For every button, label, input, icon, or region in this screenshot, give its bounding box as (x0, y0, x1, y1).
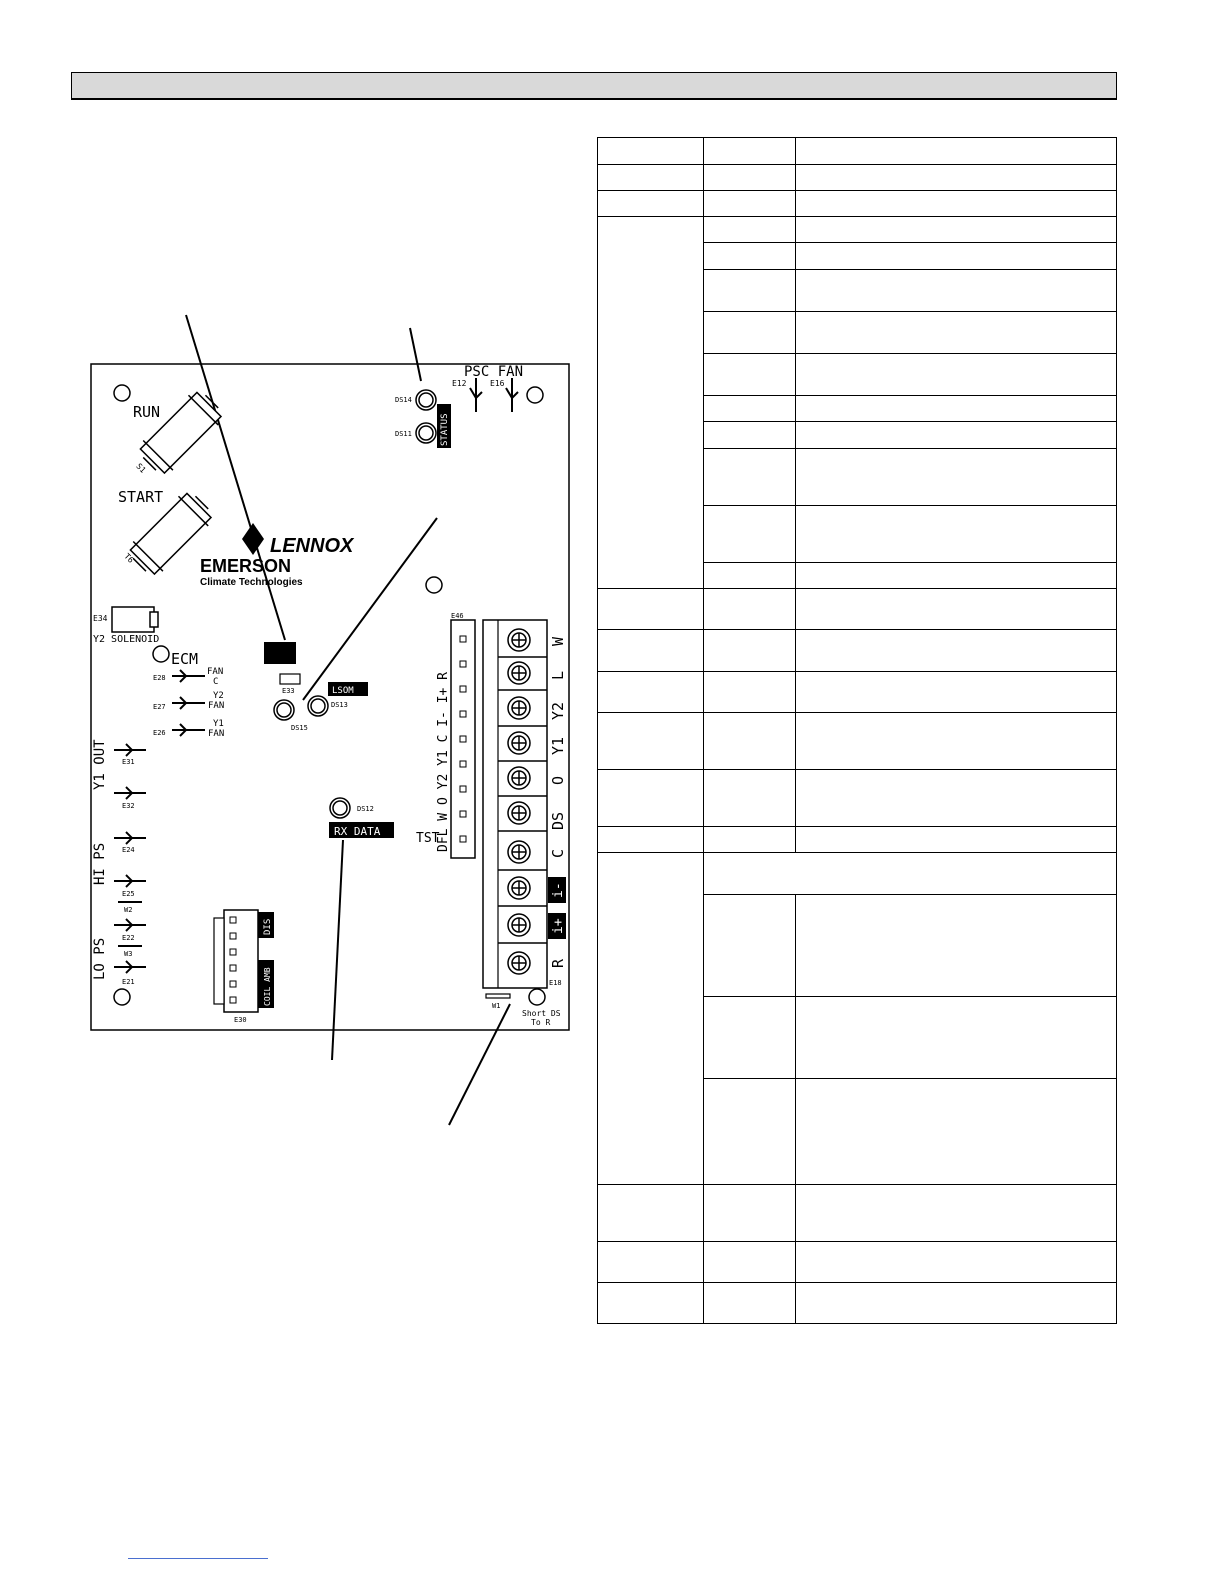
terminal-description-table (597, 137, 1117, 1324)
terminal-c: C (549, 848, 567, 858)
table-cell (598, 713, 704, 770)
table-cell (598, 853, 704, 1185)
table-cell (598, 630, 704, 672)
ecm-terminals (172, 670, 205, 736)
table-cell (598, 1185, 704, 1242)
table-cell (796, 1079, 1117, 1185)
table-cell (796, 449, 1117, 506)
e26-label: E26 (153, 729, 166, 737)
ds13-label: DS13 (331, 701, 348, 709)
table-cell (796, 630, 1117, 672)
table-cell (704, 270, 796, 312)
table-cell (796, 589, 1117, 630)
y1-fan-line2: FAN (208, 729, 225, 739)
table-cell (796, 895, 1117, 997)
e12-label: E12 (452, 379, 467, 388)
table-cell (598, 1283, 704, 1324)
table-cell (796, 506, 1117, 563)
table-cell (704, 589, 796, 630)
terminal-y1: Y1 (549, 736, 567, 755)
terminal-l: L (549, 670, 567, 680)
table-cell (598, 217, 704, 589)
y2-solenoid-tab (150, 612, 158, 627)
e21-label: E21 (122, 978, 135, 986)
terminal-i-minus: i- (551, 882, 566, 898)
table-row (598, 217, 1117, 243)
table-cell (704, 138, 796, 165)
terminal-y2: Y2 (549, 701, 567, 720)
table-row (598, 827, 1117, 853)
e46-label: E46 (451, 612, 464, 620)
table-cell (704, 506, 796, 563)
table-row (598, 191, 1117, 217)
ecm-status-label: LSOM (332, 686, 354, 696)
table-cell (796, 1185, 1117, 1242)
table-cell (796, 827, 1117, 853)
table-cell (704, 217, 796, 243)
e32-label: E32 (122, 802, 135, 810)
y2-solenoid-label: Y2 SOLENOID (93, 634, 160, 645)
led-ds12 (330, 798, 350, 818)
lennox-logo-text: LENNOX (270, 535, 354, 557)
e46-pins (460, 636, 466, 842)
y2-solenoid-connector (112, 607, 154, 632)
jumper-block (264, 642, 296, 664)
e33-label: E33 (282, 687, 295, 695)
table-row (598, 1185, 1117, 1242)
e22-label: E22 (122, 934, 135, 942)
t6-label: T6 (122, 551, 136, 565)
table-cell (704, 243, 796, 270)
table-cell (598, 138, 704, 165)
table-cell (704, 563, 796, 589)
table-cell (796, 997, 1117, 1079)
table-cell (796, 1242, 1117, 1283)
e33-jumper (280, 674, 300, 684)
table-cell (796, 243, 1117, 270)
emerson-tagline: Climate Technologies (200, 577, 303, 588)
terminal-r: R (549, 958, 567, 968)
e16-label: E16 (490, 379, 505, 388)
table-cell (796, 672, 1117, 713)
tst-label: TST (416, 831, 440, 846)
w1-jumper (486, 994, 510, 998)
start-label: START (118, 488, 164, 506)
short-ds-label: Short DS (522, 1009, 561, 1018)
table-cell (704, 312, 796, 354)
table-cell (704, 1283, 796, 1324)
table-cell (704, 630, 796, 672)
table-cell (704, 853, 1117, 895)
table-cell (704, 1185, 796, 1242)
table-cell (598, 770, 704, 827)
status-label: STATUS (440, 413, 450, 446)
ds15-label: DS15 (291, 724, 308, 732)
table-cell (796, 354, 1117, 396)
y1-out-label: Y1 OUT (92, 739, 108, 790)
table-cell (598, 827, 704, 853)
table-cell (796, 138, 1117, 165)
table-cell (598, 1242, 704, 1283)
e34-label: E34 (93, 614, 108, 623)
ds12-label: DS12 (357, 805, 374, 813)
e31-label: E31 (122, 758, 135, 766)
coil-amb-label: COIL AMB (263, 967, 272, 1006)
table-cell (704, 672, 796, 713)
w1-label: W1 (492, 1002, 501, 1010)
terminal-w: W (549, 636, 567, 646)
table-cell (796, 191, 1117, 217)
led-ds11 (416, 423, 436, 443)
to-r-label: To R (531, 1018, 551, 1027)
table-cell (704, 1079, 796, 1185)
table-cell (796, 396, 1117, 422)
table-cell (796, 422, 1117, 449)
table-row (598, 1242, 1117, 1283)
table-cell (704, 895, 796, 997)
lo-ps-label: LO PS (92, 937, 108, 980)
rx-data-label: RX DATA (334, 825, 381, 838)
fan-c-line2: C (213, 677, 219, 687)
table-cell (704, 713, 796, 770)
table-cell (598, 165, 704, 191)
table-cell (704, 997, 796, 1079)
terminal-ds: DS (549, 811, 567, 830)
table-cell (704, 396, 796, 422)
table-cell (796, 270, 1117, 312)
table-cell (796, 165, 1117, 191)
table-row (598, 1283, 1117, 1324)
e24-label: E24 (122, 846, 135, 854)
table-cell (796, 1283, 1117, 1324)
table-cell (796, 312, 1117, 354)
y2-fan-line1: Y2 (213, 691, 224, 701)
hi-ps-label: HI PS (92, 842, 108, 885)
table-cell (704, 770, 796, 827)
table-cell (796, 563, 1117, 589)
table-cell (796, 217, 1117, 243)
table-row (598, 853, 1117, 895)
y1-fan-line1: Y1 (213, 719, 224, 729)
psc-fan-label: PSC FAN (464, 364, 524, 380)
w2-label: W2 (124, 906, 133, 914)
e25-label: E25 (122, 890, 135, 898)
ecm-label: ECM (171, 650, 199, 668)
led-ds13 (308, 696, 328, 716)
y2-fan-line2: FAN (208, 701, 225, 711)
fan-c-line1: FAN (207, 667, 224, 677)
ds14-label: DS14 (395, 396, 412, 404)
e18-label: E18 (549, 979, 562, 987)
table-cell (704, 354, 796, 396)
table-cell (796, 770, 1117, 827)
table-row (598, 770, 1117, 827)
e30-connector (224, 910, 258, 1012)
e46-pin-labels: DFL W O Y2 Y1 C I- I+ R (436, 671, 451, 852)
table-cell (598, 589, 704, 630)
table-cell (598, 191, 704, 217)
table-cell (704, 827, 796, 853)
table-cell (704, 191, 796, 217)
table-cell (598, 672, 704, 713)
e28-label: E28 (153, 674, 166, 682)
table-row (598, 630, 1117, 672)
table-row (598, 713, 1117, 770)
terminal-i-plus: i+ (551, 918, 566, 934)
s1-label: S1 (134, 461, 148, 475)
ds11-label: DS11 (395, 430, 412, 438)
table-row (598, 589, 1117, 630)
table-cell (704, 422, 796, 449)
w3-label: W3 (124, 950, 133, 958)
e30-side (214, 918, 224, 1004)
led-ds14 (416, 390, 436, 410)
table-row (598, 138, 1117, 165)
emerson-logo-text: EMERSON (200, 556, 292, 576)
table-row (598, 672, 1117, 713)
table-cell (704, 1242, 796, 1283)
dis-label: DIS (263, 918, 273, 935)
table-cell (704, 449, 796, 506)
terminal-o: O (549, 775, 567, 785)
e27-label: E27 (153, 703, 166, 711)
table-cell (796, 713, 1117, 770)
table-row (598, 165, 1117, 191)
footer-link[interactable] (128, 1558, 268, 1559)
table-cell (704, 165, 796, 191)
led-ds15 (274, 700, 294, 720)
run-label: RUN (133, 403, 161, 421)
e30-label: E30 (234, 1016, 247, 1024)
